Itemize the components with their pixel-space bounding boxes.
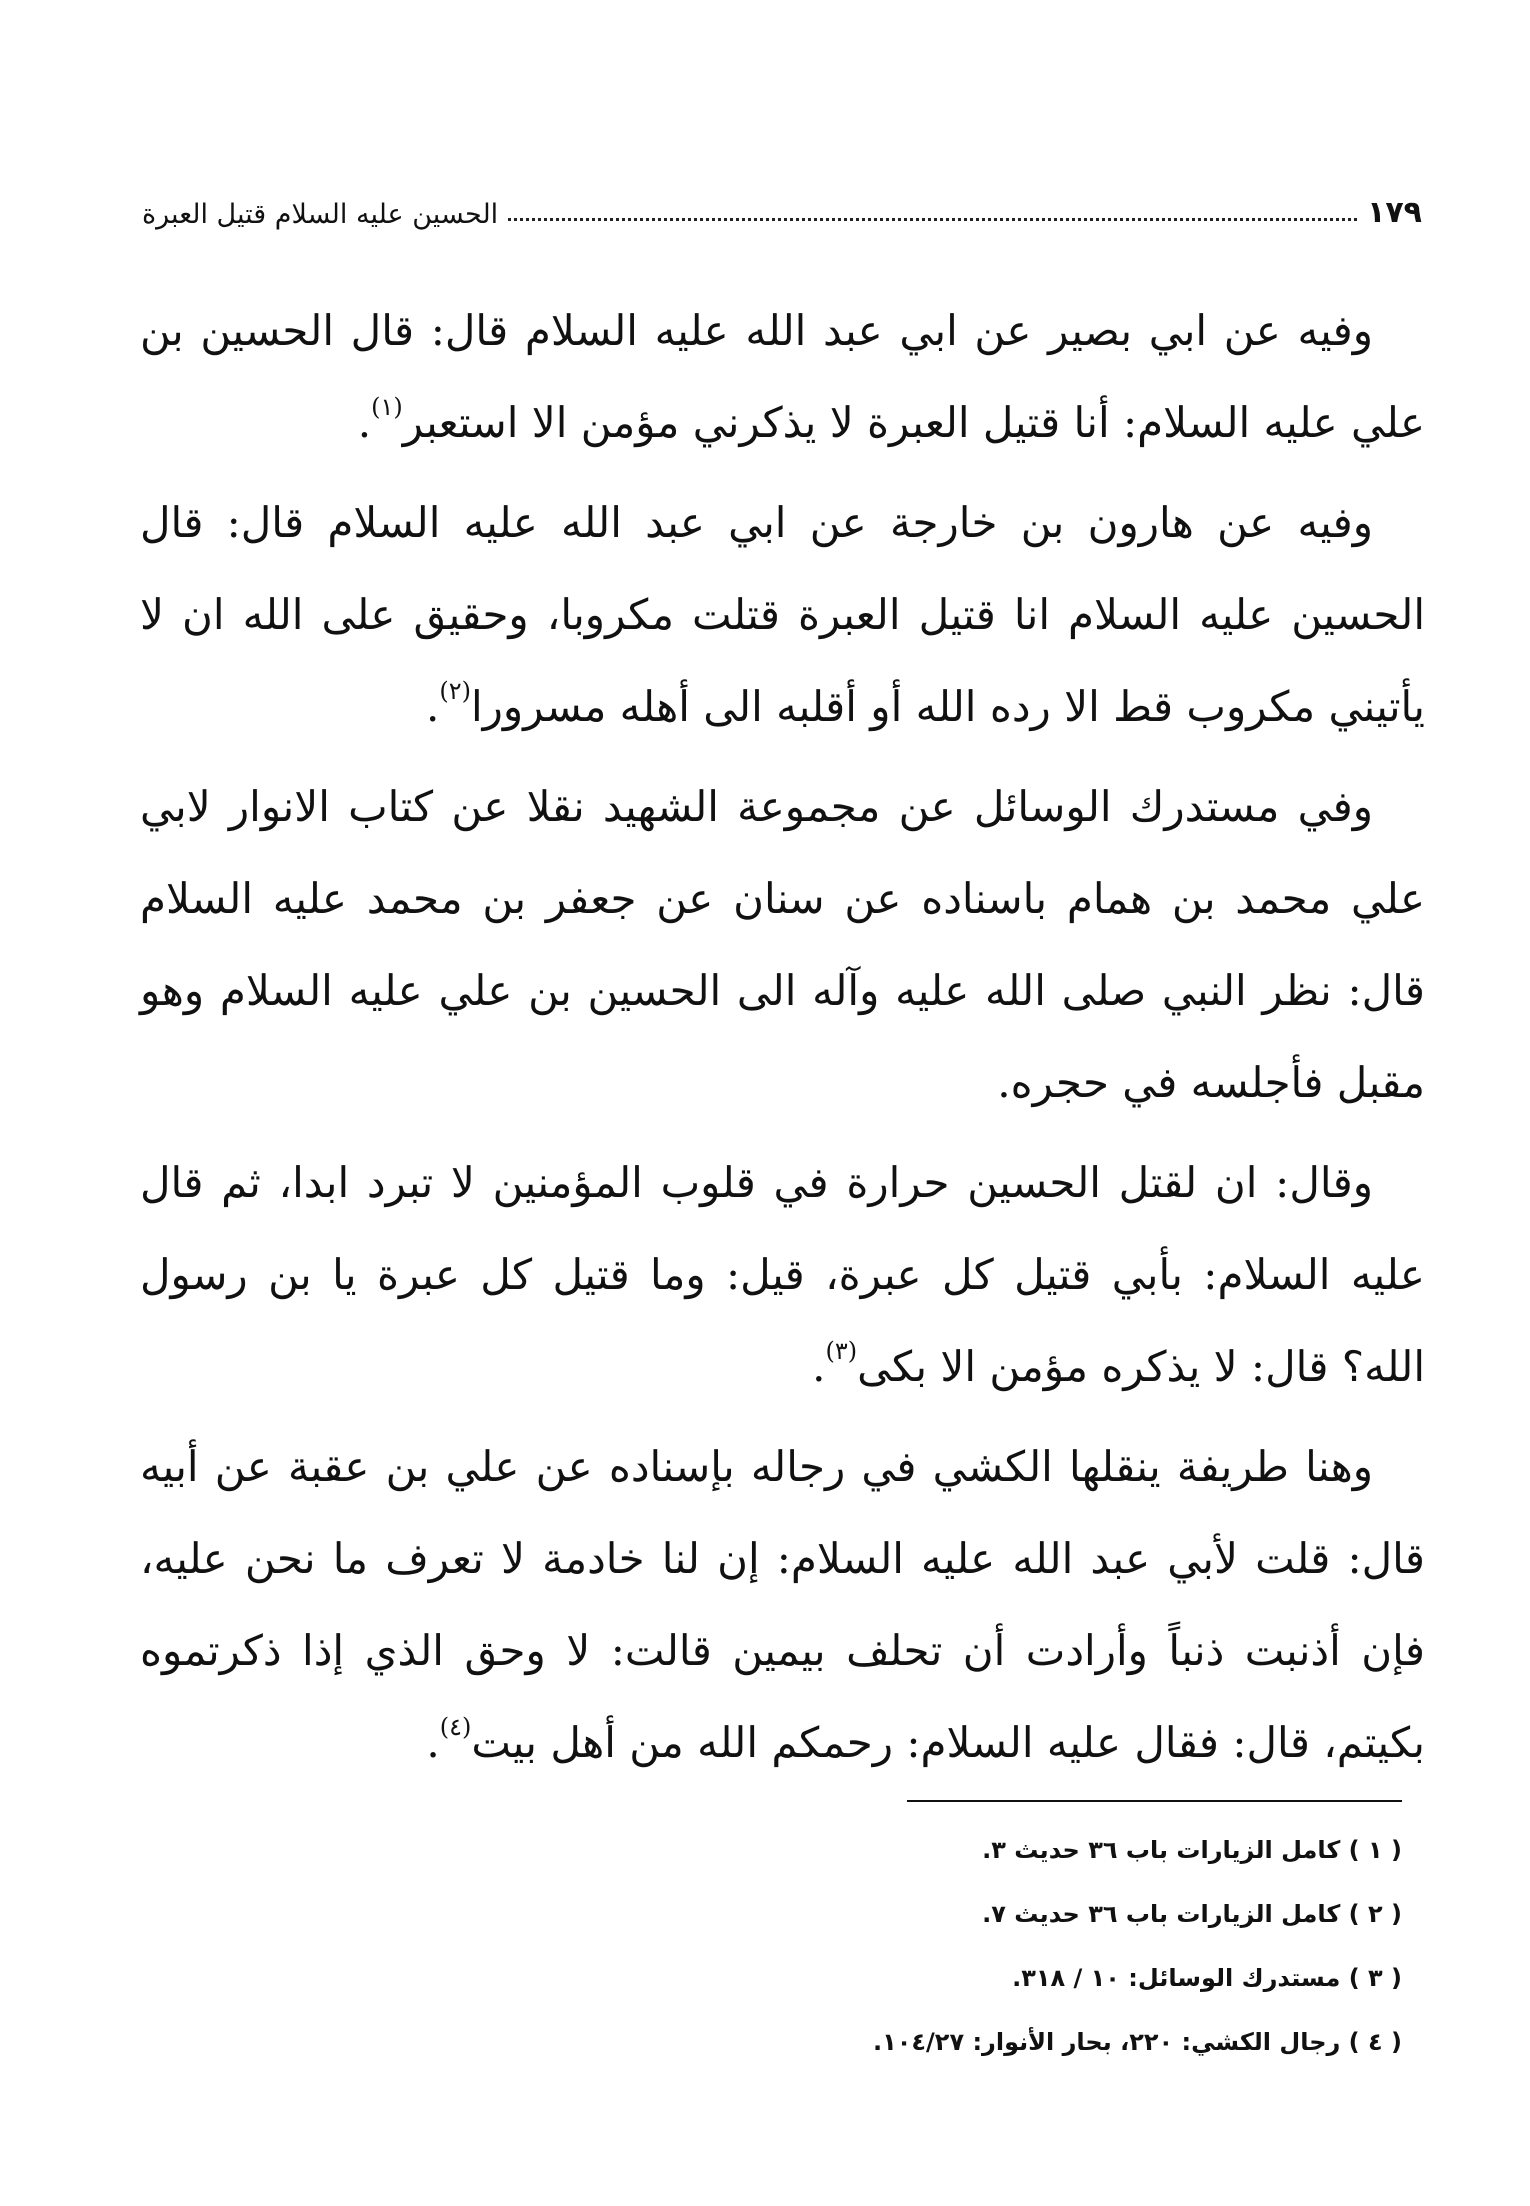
paragraph (140, 477, 1425, 753)
paragraph-end: . (425, 682, 440, 731)
paragraph-end: . (426, 1718, 440, 1767)
paragraph (140, 285, 1425, 469)
paragraph-text: وفيه عن هارون بن خارجة عن ابي عبد الله عليه السلام قال: قال الحسين عليه السلام انا قتيل العبرة قتلت مكروبا، وحقيق على الله ان لا يأتيني مكروب قط الا رده الله أو أقلبه الى أهله مسرورا (140, 498, 1425, 731)
footnotes (502, 1818, 1402, 2074)
paragraph (140, 1421, 1425, 1789)
footnote-separator (907, 1800, 1402, 1802)
footnote-item: ( ٤ ) رجال الكشي: ٢٢٠، بحار الأنوار: ١٠٤/٢٧. (872, 2028, 1402, 2056)
running-header (142, 180, 1422, 230)
paragraph-end: . (357, 398, 372, 447)
footnote-ref: (١) (371, 393, 403, 421)
paragraph-text: وفيه عن ابي بصير عن ابي عبد الله عليه السلام قال: قال الحسين بن علي عليه السلام: أنا قتيل العبرة لا يذكرني مؤمن الا استعبر (140, 306, 1425, 447)
paragraph (140, 1137, 1425, 1413)
paragraph (140, 761, 1425, 1129)
footnote-item: ( ١ ) كامل الزيارات باب ٣٦ حديث ٣. (982, 1836, 1402, 1864)
page-number: ١٧٩ (1367, 195, 1422, 230)
footnote-ref: (٣) (825, 1337, 858, 1365)
header-leader-dots (508, 218, 1357, 221)
main-text (140, 285, 1425, 1797)
paragraph-end: . (812, 1342, 826, 1391)
paragraph-text: وفي مستدرك الوسائل عن مجموعة الشهيد نقلا عن كتاب الانوار لابي علي محمد بن همام باسناده عن سنان عن جعفر بن محمد عليه السلام قال: نظر النبي صلى الله عليه وآله الى الحسين بن علي عليه السلام وهو مقبل فأجلسه في حجره. (140, 782, 1425, 1107)
paragraph-text: وهنا طريفة ينقلها الكشي في رجاله بإسناده عن علي بن عقبة عن أبيه قال: قلت لأبي عبد الله عليه السلام: إن لنا خادمة لا تعرف ما نحن عليه، فإن أذنبت ذنباً وأرادت أن تحلف بيمين قالت: لا وحق الذي إذا ذكرتموه بكيتم، قال: فقال عليه السلام: رحمكم الله من أهل بيت (140, 1442, 1425, 1767)
footnote-ref: (٤) (439, 1713, 472, 1741)
footnote-item: ( ٢ ) كامل الزيارات باب ٣٦ حديث ٧. (982, 1900, 1402, 1928)
header-title: الحسين عليه السلام قتيل العبرة (142, 199, 499, 230)
footnote-ref: (٢) (439, 677, 471, 705)
footnote-item: ( ٣ ) مستدرك الوسائل: ١٠ / ٣١٨. (1012, 1964, 1402, 1992)
paragraph-text: وقال: ان لقتل الحسين حرارة في قلوب المؤمنين لا تبرد ابدا، ثم قال عليه السلام: بأبي قتيل كل عبرة، قيل: وما قتيل كل عبرة يا بن رسول الله؟ قال: لا يذكره مؤمن الا بكى (140, 1158, 1425, 1391)
